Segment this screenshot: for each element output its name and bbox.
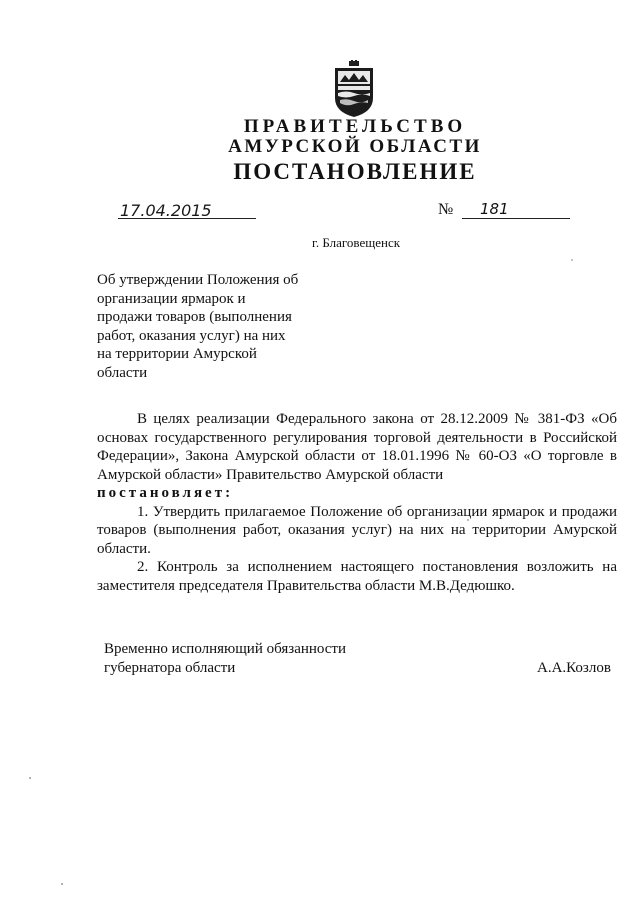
document-date: 17.04.2015: [120, 201, 212, 220]
signatory-name: А.А.Козлов: [537, 660, 611, 676]
subject-line: работ, оказания услуг) на них: [97, 327, 286, 344]
signatory-role-line: губернатора области: [104, 659, 236, 676]
region-name: АМУРСКОЙ ОБЛАСТИ: [228, 136, 482, 157]
document-type-title: ПОСТАНОВЛЕНИЕ: [233, 159, 477, 184]
subject-line: области: [97, 364, 148, 381]
subject-line: Об утверждении Положения об: [97, 272, 299, 288]
city-label: г. Благовещенск: [312, 235, 401, 250]
signatory-role-line: Временно исполняющий обязанности: [104, 641, 347, 657]
preamble-paragraph: В целях реализации Федерального закона от 28.12.2009 № 381-ФЗ «Об основах государственного регулирования торговой деятельности в Российской Федерации», Закона Амурской области от 18.01.1996 № 60-ОЗ «О торговле в Амурской области» Правительство Амурской области: [97, 411, 617, 483]
item-2-paragraph: 2. Контроль за исполнением настоящего постановления возложить на заместителя председателя Правительства области М.В.Дедюшко.: [97, 559, 617, 594]
decree-word: постановляет:: [97, 485, 234, 501]
document-number: 181: [480, 200, 509, 218]
number-sign: №: [438, 201, 454, 218]
government-name: ПРАВИТЕЛЬСТВО: [243, 116, 467, 137]
subject-line: продажи товаров (выполнения: [97, 309, 292, 326]
item-1-paragraph: 1. Утвердить прилагаемое Положение об организации ярмарок и продажи товаров (выполнения работ, оказания услуг) на них на территории Амурской области.: [97, 503, 617, 557]
subject-line: на территории Амурской: [97, 346, 257, 363]
subject-line: организации ярмарок и: [97, 290, 246, 307]
